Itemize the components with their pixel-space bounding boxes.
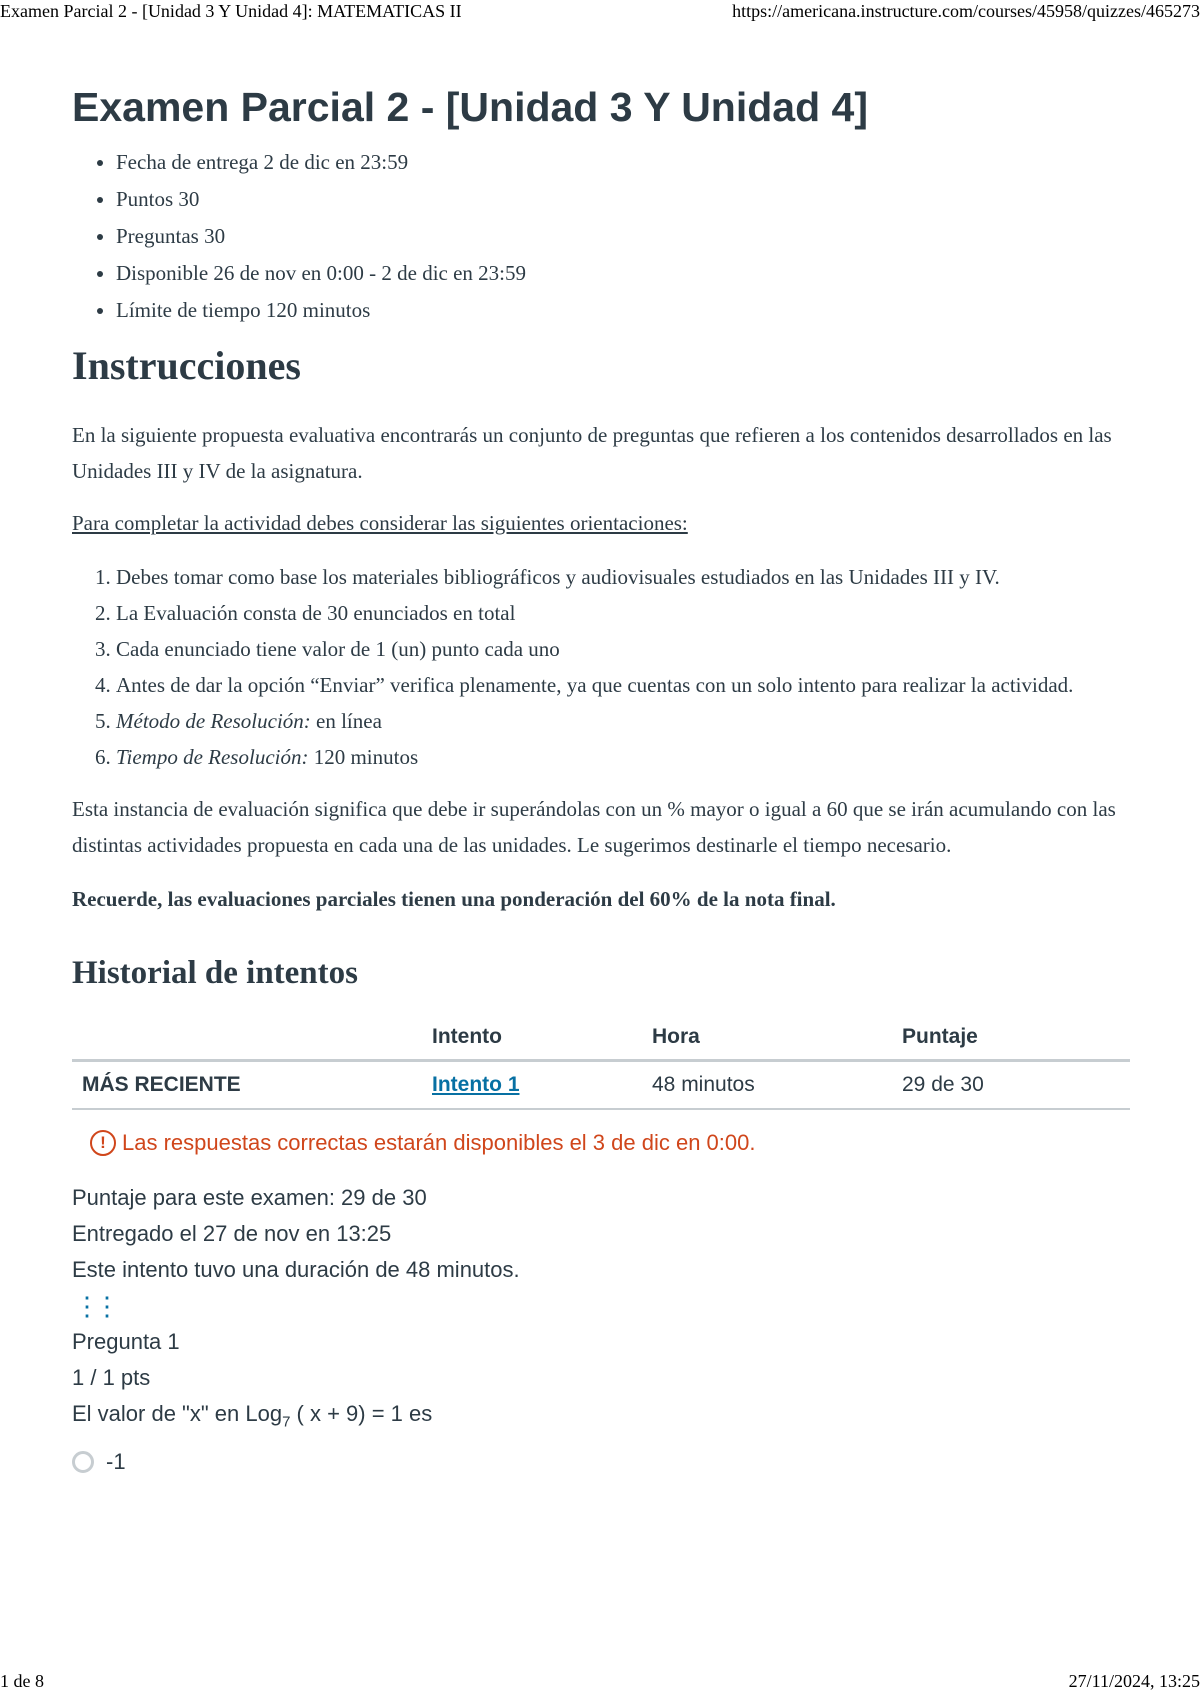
warning-icon: ! xyxy=(90,1130,116,1156)
points: • Puntos 30 xyxy=(116,181,1130,218)
attempt-link[interactable]: Intento 1 xyxy=(432,1073,520,1096)
score-summary: Puntaje para este examen: 29 de 30 xyxy=(72,1185,427,1210)
orientation-item: 1. Debes tomar como base los materiales bibliográficos y audiovisuales estudiados en las Unidades III y IV. xyxy=(116,559,1130,595)
weighting-note: Recuerde, las evaluaciones parciales tienen una ponderación del 60% de la nota final. xyxy=(72,887,836,911)
table-row xyxy=(72,1061,1130,1110)
question-title: Pregunta 1 xyxy=(72,1329,180,1354)
column-header xyxy=(72,1019,422,1061)
print-header xyxy=(0,0,1200,24)
quiz-title: Examen Parcial 2 - [Unidad 3 Y Unidad 4] xyxy=(72,84,868,130)
orientation-item: 4. Antes de dar la opción “Enviar” verifica plenamente, ya que cuentas con un solo intento para realizar la actividad. xyxy=(116,667,1130,703)
attempt-time: 48 minutos xyxy=(642,1061,892,1110)
page-number: 1 de 8 xyxy=(0,1671,44,1691)
column-header-score: Puntaje xyxy=(892,1019,1130,1061)
due-date: • Fecha de entrega 2 de dic en 23:59 xyxy=(116,144,1130,181)
warning-text: Las respuestas correctas estarán disponibles el 3 de dic en 0:00. xyxy=(122,1130,756,1155)
column-header-time: Hora xyxy=(642,1019,892,1061)
print-header-title: Examen Parcial 2 - [Unidad 3 Y Unidad 4]: MATEMATICAS II xyxy=(0,1,462,21)
column-header-attempt: Intento xyxy=(422,1019,642,1061)
attempt-duration: Este intento tuvo una duración de 48 minutos. xyxy=(72,1257,520,1282)
answer-option[interactable] xyxy=(72,1444,1130,1480)
question-count: • Preguntas 30 xyxy=(116,218,1130,255)
question-prompt: El valor de "x" en Log$_7$ ( x + 9) = 1 es xyxy=(72,1401,433,1431)
quiz-details xyxy=(72,144,1130,329)
attempts-table xyxy=(72,1019,1130,1110)
answer-label: -1 xyxy=(106,1449,126,1475)
orientations-list xyxy=(72,559,1130,775)
quiz-content xyxy=(72,82,1130,1480)
print-datetime: 27/11/2024, 13:25 xyxy=(1068,1671,1200,1691)
question-points: 1 / 1 pts xyxy=(72,1365,151,1390)
orientations-heading: Para completar la actividad debes considerar las siguientes orientaciones: xyxy=(72,511,688,535)
history-title: Historial de intentos xyxy=(72,955,358,991)
print-footer xyxy=(0,1670,1200,1694)
orientation-item: 6. Tiempo de Resolución: 120 minutos xyxy=(116,739,1130,775)
orientation-item: 5. Método de Resolución: en línea xyxy=(116,703,1130,739)
submitted-date: Entregado el 27 de nov en 13:25 xyxy=(72,1221,392,1246)
time-limit: • Límite de tiempo 120 minutos xyxy=(116,292,1130,329)
instructions-intro: En la siguiente propuesta evaluativa encontrarás un conjunto de preguntas que refieren a los contenidos desarrollados en las Unidades III y IV de la asignatura. xyxy=(72,423,1112,483)
drag-handle-icon[interactable]: ⋮⋮ xyxy=(74,1291,114,1321)
evaluation-note: Esta instancia de evaluación significa que debe ir superándolas con un % mayor o igual a 60 que se irán acumulando con las distintas actividades propuesta en cada una de las unidades. Le sugerimos destinarle el tiempo necesario. xyxy=(72,797,1116,857)
radio-icon[interactable] xyxy=(72,1451,94,1473)
instructions-title: Instrucciones xyxy=(72,343,301,388)
orientation-item: 3. Cada enunciado tiene valor de 1 (un) punto cada uno xyxy=(116,631,1130,667)
availability: • Disponible 26 de nov en 0:00 - 2 de dic en 23:59 xyxy=(116,255,1130,292)
orientation-item: 2. La Evaluación consta de 30 enunciados en total xyxy=(116,595,1130,631)
table-header-row xyxy=(72,1019,1130,1061)
recent-label: MÁS RECIENTE xyxy=(72,1061,422,1110)
answers-warning xyxy=(90,1130,1130,1156)
attempt-score: 29 de 30 xyxy=(892,1061,1130,1110)
print-header-url: https://americana.instructure.com/courses/45958/quizzes/465273 xyxy=(732,1,1200,21)
attempt-summary xyxy=(72,1180,1130,1480)
